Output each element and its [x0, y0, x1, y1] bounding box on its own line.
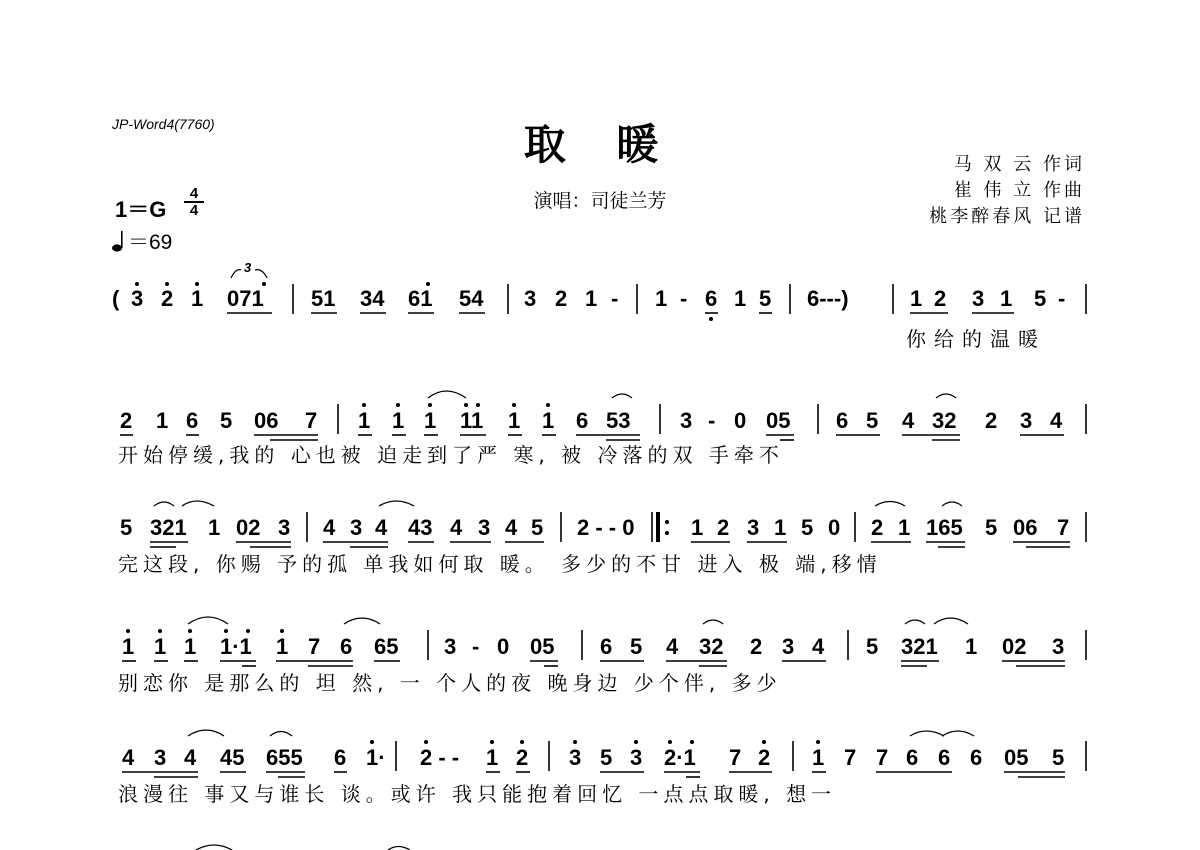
note: 65	[374, 634, 399, 659]
time-signature-top: 4	[184, 186, 204, 203]
note: 3	[524, 286, 537, 311]
note: 1	[276, 634, 289, 659]
note: 2	[161, 286, 174, 311]
note: 2·1	[664, 745, 696, 770]
note: 5	[1034, 286, 1047, 311]
note: 4	[450, 515, 463, 540]
note: 6	[576, 408, 589, 433]
note: 3	[972, 286, 985, 311]
note: 4	[1050, 408, 1063, 433]
note: 3	[782, 634, 795, 659]
note: 2 - - 0	[577, 515, 635, 540]
note: 4	[184, 745, 197, 770]
note: 5	[866, 634, 879, 659]
note: 1	[424, 408, 437, 433]
note: 2	[985, 408, 998, 433]
note: 2	[871, 515, 884, 540]
lyrics-line-4: 别恋你 是那么的 坦 然, 一 个人的夜 晚身边 少个伴, 多少	[118, 671, 782, 695]
note: 32	[932, 408, 957, 433]
note: 4	[505, 515, 518, 540]
note: 1	[358, 408, 371, 433]
time-signature-bottom: 4	[189, 202, 199, 219]
score-line-1	[112, 260, 1086, 351]
note: 3	[680, 408, 693, 433]
note: 61	[408, 286, 433, 311]
note: 6	[600, 634, 613, 659]
repeat-dot	[665, 520, 669, 524]
note: 11	[460, 408, 484, 433]
triplet-mark: 3	[244, 260, 252, 275]
note: 6	[334, 745, 347, 770]
score-line-3	[118, 501, 1086, 576]
note: 3	[569, 745, 582, 770]
high-dot	[426, 282, 430, 286]
lyrics-line-2: 开始停缓,我的 心也被 迫走到了严 寒, 被 冷落的双 手牵不	[118, 443, 784, 467]
note: 6	[970, 745, 983, 770]
note: 06	[1013, 515, 1038, 540]
note: 4	[666, 634, 679, 659]
note: 34	[360, 286, 385, 311]
note: 1	[898, 515, 911, 540]
composer-credit: 崔 伟 立 作曲	[953, 180, 1085, 201]
note: 2	[120, 408, 133, 433]
high-dot	[135, 282, 139, 286]
note: 1	[910, 286, 923, 311]
note: 5	[1052, 745, 1065, 770]
note: 6---)	[807, 286, 849, 311]
note: 1	[156, 408, 169, 433]
note: 5	[866, 408, 879, 433]
note: 02	[236, 515, 261, 540]
note: 7	[729, 745, 742, 770]
dash: -	[680, 286, 688, 311]
note: 32	[699, 634, 724, 659]
note: 05	[530, 634, 555, 659]
note: 2	[758, 745, 771, 770]
note: 4	[812, 634, 825, 659]
note: 7	[305, 408, 318, 433]
note: 321	[901, 634, 938, 659]
note: 1	[154, 634, 167, 659]
dash: -	[611, 286, 619, 311]
high-dot	[262, 282, 266, 286]
note: 1·	[366, 745, 386, 770]
lyrics-line-3: 完这段, 你赐 予的孤 单我如何取 暖。 多少的不甘 进入 极 端,移情	[118, 552, 882, 576]
note: 3	[154, 745, 167, 770]
note: 321	[150, 515, 187, 540]
note: 1	[965, 634, 978, 659]
note: 1	[191, 286, 204, 311]
note: 0	[497, 634, 510, 659]
note: 06	[254, 408, 279, 433]
note: 1	[392, 408, 405, 433]
note: 5	[220, 408, 233, 433]
note: 5	[801, 515, 814, 540]
note: 2	[750, 634, 763, 659]
note: 4	[323, 515, 336, 540]
note: 54	[459, 286, 484, 311]
bracket-open: (	[112, 286, 120, 311]
note: 2	[555, 286, 568, 311]
low-dot	[709, 317, 713, 321]
note: 3	[630, 745, 643, 770]
note: 3	[1020, 408, 1033, 433]
note: 1	[1000, 286, 1013, 311]
lyrics-line-1: 你给的温暖	[906, 327, 1046, 351]
note: 2	[516, 745, 529, 770]
note: 071	[227, 286, 264, 311]
high-dot	[195, 282, 199, 286]
lyrics-line-5: 浪漫往 事又与谁长 谈。或许 我只能抱着回忆 一点点取暖, 想一	[118, 782, 837, 806]
note: 4	[122, 745, 135, 770]
score-line-5	[118, 730, 1086, 806]
note: 45	[220, 745, 245, 770]
transcriber-credit: 桃李醉春风 记谱	[929, 206, 1085, 227]
note: 6	[938, 745, 951, 770]
note: 4	[902, 408, 915, 433]
note: 0	[734, 408, 747, 433]
note: 6	[186, 408, 199, 433]
dash: -	[708, 408, 716, 433]
note: 3	[478, 515, 491, 540]
dash: -	[1058, 286, 1066, 311]
lyricist-credit: 马 双 云 作词	[953, 154, 1085, 175]
note: 53	[606, 408, 631, 433]
note: 1·1	[220, 634, 252, 659]
note: 7	[308, 634, 321, 659]
note: 4	[375, 515, 388, 540]
note: 1	[812, 745, 825, 770]
tempo-value: ＝69	[128, 231, 173, 254]
score-line-4	[118, 617, 1086, 695]
note: 7	[844, 745, 857, 770]
note: 3	[278, 515, 291, 540]
note: 1	[655, 286, 668, 311]
note: 5	[630, 634, 643, 659]
note: 5	[985, 515, 998, 540]
note: 1	[691, 515, 704, 540]
singer-credit: 演唱：司徒兰芳	[533, 191, 667, 212]
software-watermark: JP-Word4(7760)	[112, 116, 215, 132]
note: 7	[876, 745, 889, 770]
note: 5	[600, 745, 613, 770]
slur	[388, 847, 410, 850]
slur	[196, 845, 232, 850]
note: 3	[1052, 634, 1065, 659]
dash: -	[472, 634, 480, 659]
note: 1	[184, 634, 197, 659]
note: 3	[444, 634, 457, 659]
note: 3	[747, 515, 760, 540]
note: 3	[350, 515, 363, 540]
note: 165	[926, 515, 963, 540]
note: 655	[266, 745, 303, 770]
note: 6	[836, 408, 849, 433]
note: 5	[759, 286, 772, 311]
note: 1	[122, 634, 135, 659]
note: 51	[311, 286, 336, 311]
note: 3	[131, 286, 144, 311]
key-signature: 1＝G	[115, 197, 167, 222]
note: 1	[208, 515, 221, 540]
note: 6	[906, 745, 919, 770]
score-line-2	[118, 391, 1086, 467]
note: 1	[508, 408, 521, 433]
song-title: 取 暖	[523, 120, 677, 169]
high-dot	[165, 282, 169, 286]
note: 6	[340, 634, 353, 659]
note: 1	[542, 408, 555, 433]
note: 1	[486, 745, 499, 770]
note: 1	[734, 286, 747, 311]
note: 02	[1002, 634, 1027, 659]
note: 05	[1004, 745, 1029, 770]
note: 6	[705, 286, 718, 311]
note: 2	[717, 515, 730, 540]
note: 05	[766, 408, 791, 433]
note: 1	[585, 286, 598, 311]
note: 2 - -	[420, 745, 460, 770]
note: 5	[531, 515, 544, 540]
repeat-dot	[665, 531, 669, 535]
note: 2	[934, 286, 947, 311]
note: 5	[120, 515, 133, 540]
note: 1	[774, 515, 787, 540]
note: 0	[828, 515, 841, 540]
note: 7	[1057, 515, 1070, 540]
note: 43	[408, 515, 433, 540]
